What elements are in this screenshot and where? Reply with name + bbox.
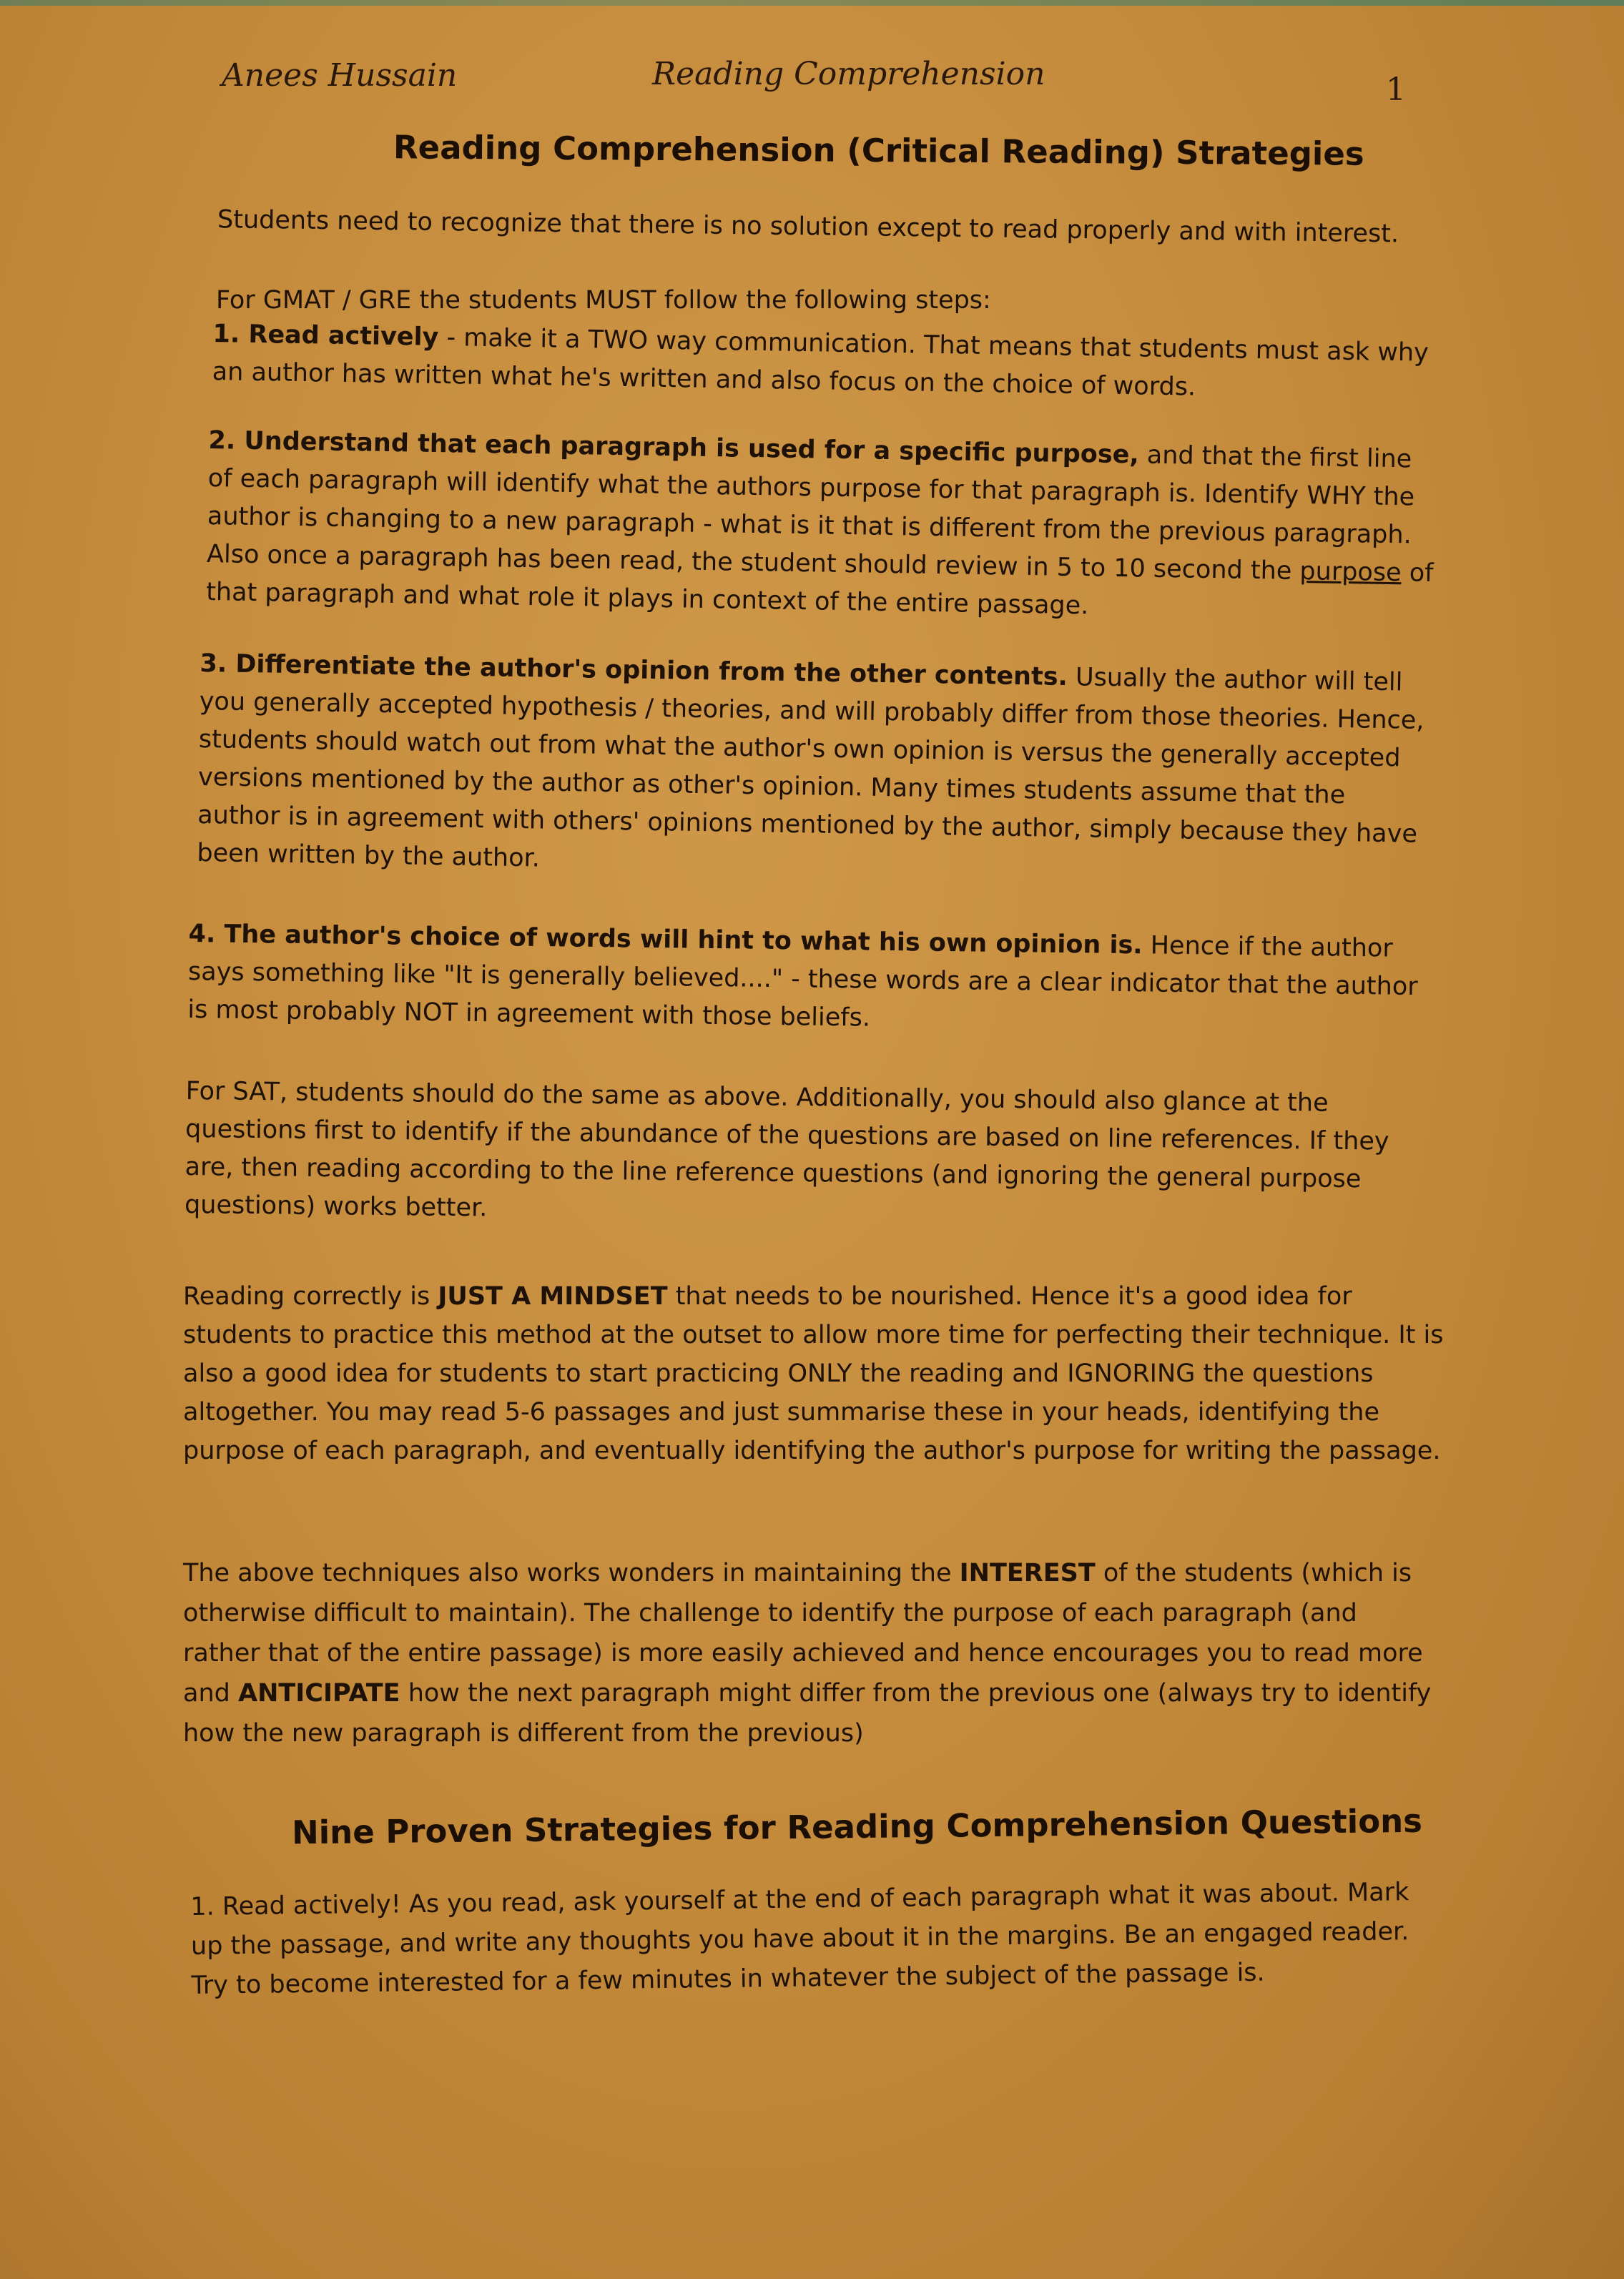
intro-paragraph: Students need to recognize that there is no solution except to read properly and with interest. <box>217 205 1399 249</box>
anticipate-bold: ANTICIPATE <box>237 1679 400 1708</box>
interest-paragraph <box>183 1553 1442 1753</box>
step-1-text: - make it a TWO way communication. That means that students must ask why an author has written what he's written and also focus on the choice of words. <box>212 323 1429 402</box>
step-4-lead: 4. The author's choice of words will hint to what his own opinion is. <box>188 919 1143 960</box>
secondary-heading: Nine Proven Strategies for Reading Comprehension Questions <box>291 1801 1423 1852</box>
step-2-lead: 2. Understand that each paragraph is used for a specific purpose, <box>208 425 1140 470</box>
step-1-paragraph <box>212 315 1442 410</box>
header-author: Anees Hussain <box>222 57 458 94</box>
step-3-text: Usually the author will tell you generally accepted hypothesis / theories, and will probably differ from those theories. Hence, students should watch out from what the author's own opinion is versus the generally accepted versions mentioned by the author as other's opinion. Many times students assume that the author is in agreement with others' opinions mentioned by the author, simply because they have been written by the author. <box>197 663 1424 873</box>
strategy-1-paragraph: 1. Read actively! As you read, ask yourself at the end of each paragraph what it was about. Mark up the passage, and write any thoughts you have about it in the margins. Be an engaged reader. Try to become interested for a few minutes in whatever the subject of the passage is. <box>190 1878 1409 2000</box>
step-2-underlined-word: purpose <box>1299 556 1402 588</box>
interest-text-middle: of the students (which is otherwise difficult to maintain). The challenge to identify the purpose of each paragraph (and rather that of the entire passage) is more easily achieved and hence encourages you to read more and <box>183 1559 1423 1708</box>
step-3-lead: 3. Differentiate the author's opinion from the other contents. <box>200 649 1068 692</box>
page-number: 1 <box>1386 72 1406 108</box>
mindset-text: Reading correctly is <box>183 1282 438 1311</box>
step-3-paragraph <box>197 645 1430 892</box>
mindset-paragraph <box>183 1277 1449 1470</box>
interest-text-end: how the next paragraph might differ from the previous one (always try to identify how the new paragraph is different from the previous) <box>183 1679 1432 1748</box>
step-4-paragraph <box>187 915 1433 1044</box>
step-2-paragraph <box>206 422 1439 631</box>
main-heading: Reading Comprehension (Critical Reading) Strategies <box>393 128 1364 173</box>
step-2-text-end: of that paragraph and what role it plays in context of the entire passage. <box>205 558 1434 621</box>
step-2-text: and that the first line of each paragraph will identify what the authors purpose for that paragraph is. Identify WHY the author is changing to a new paragraph - what is it that is different from the previous paragraph. Also once a paragraph has been read, the student should review in 5 to 10 second the <box>206 440 1415 586</box>
step-4-text: Hence if the author says something like "It is generally believed...." - these words are a clear indicator that the author is most probably NOT in agreement with those beliefs. <box>187 931 1418 1033</box>
step-1-lead: 1. Read actively <box>212 319 439 352</box>
mindset-bold: JUST A MINDSET <box>438 1282 668 1311</box>
gmat-intro-paragraph: For GMAT / GRE the students MUST follow the following steps: <box>216 286 991 315</box>
interest-bold: INTEREST <box>959 1559 1096 1588</box>
interest-text: The above techniques also works wonders in maintaining the <box>183 1559 960 1588</box>
mindset-text-end: that needs to be nourished. Hence it's a good idea for students to practice this method at the outset to allow more time for perfecting their technique. It is also a good idea for students to start practicing ONLY the reading and IGNORING the questions altogether. You may read 5-6 passages and just summarise these in your heads, identifying the purpose of each paragraph, and eventually identifying the author's purpose for writing the passage. <box>183 1282 1444 1465</box>
sat-paragraph: For SAT, students should do the same as above. Additionally, you should also glance at the questions first to identify if the abundance of the questions are based on line references. If they are, then reading according to the line reference questions (and ignoring the general purpose questions) works better. <box>184 1076 1389 1223</box>
header-title: Reading Comprehension <box>652 56 1045 92</box>
